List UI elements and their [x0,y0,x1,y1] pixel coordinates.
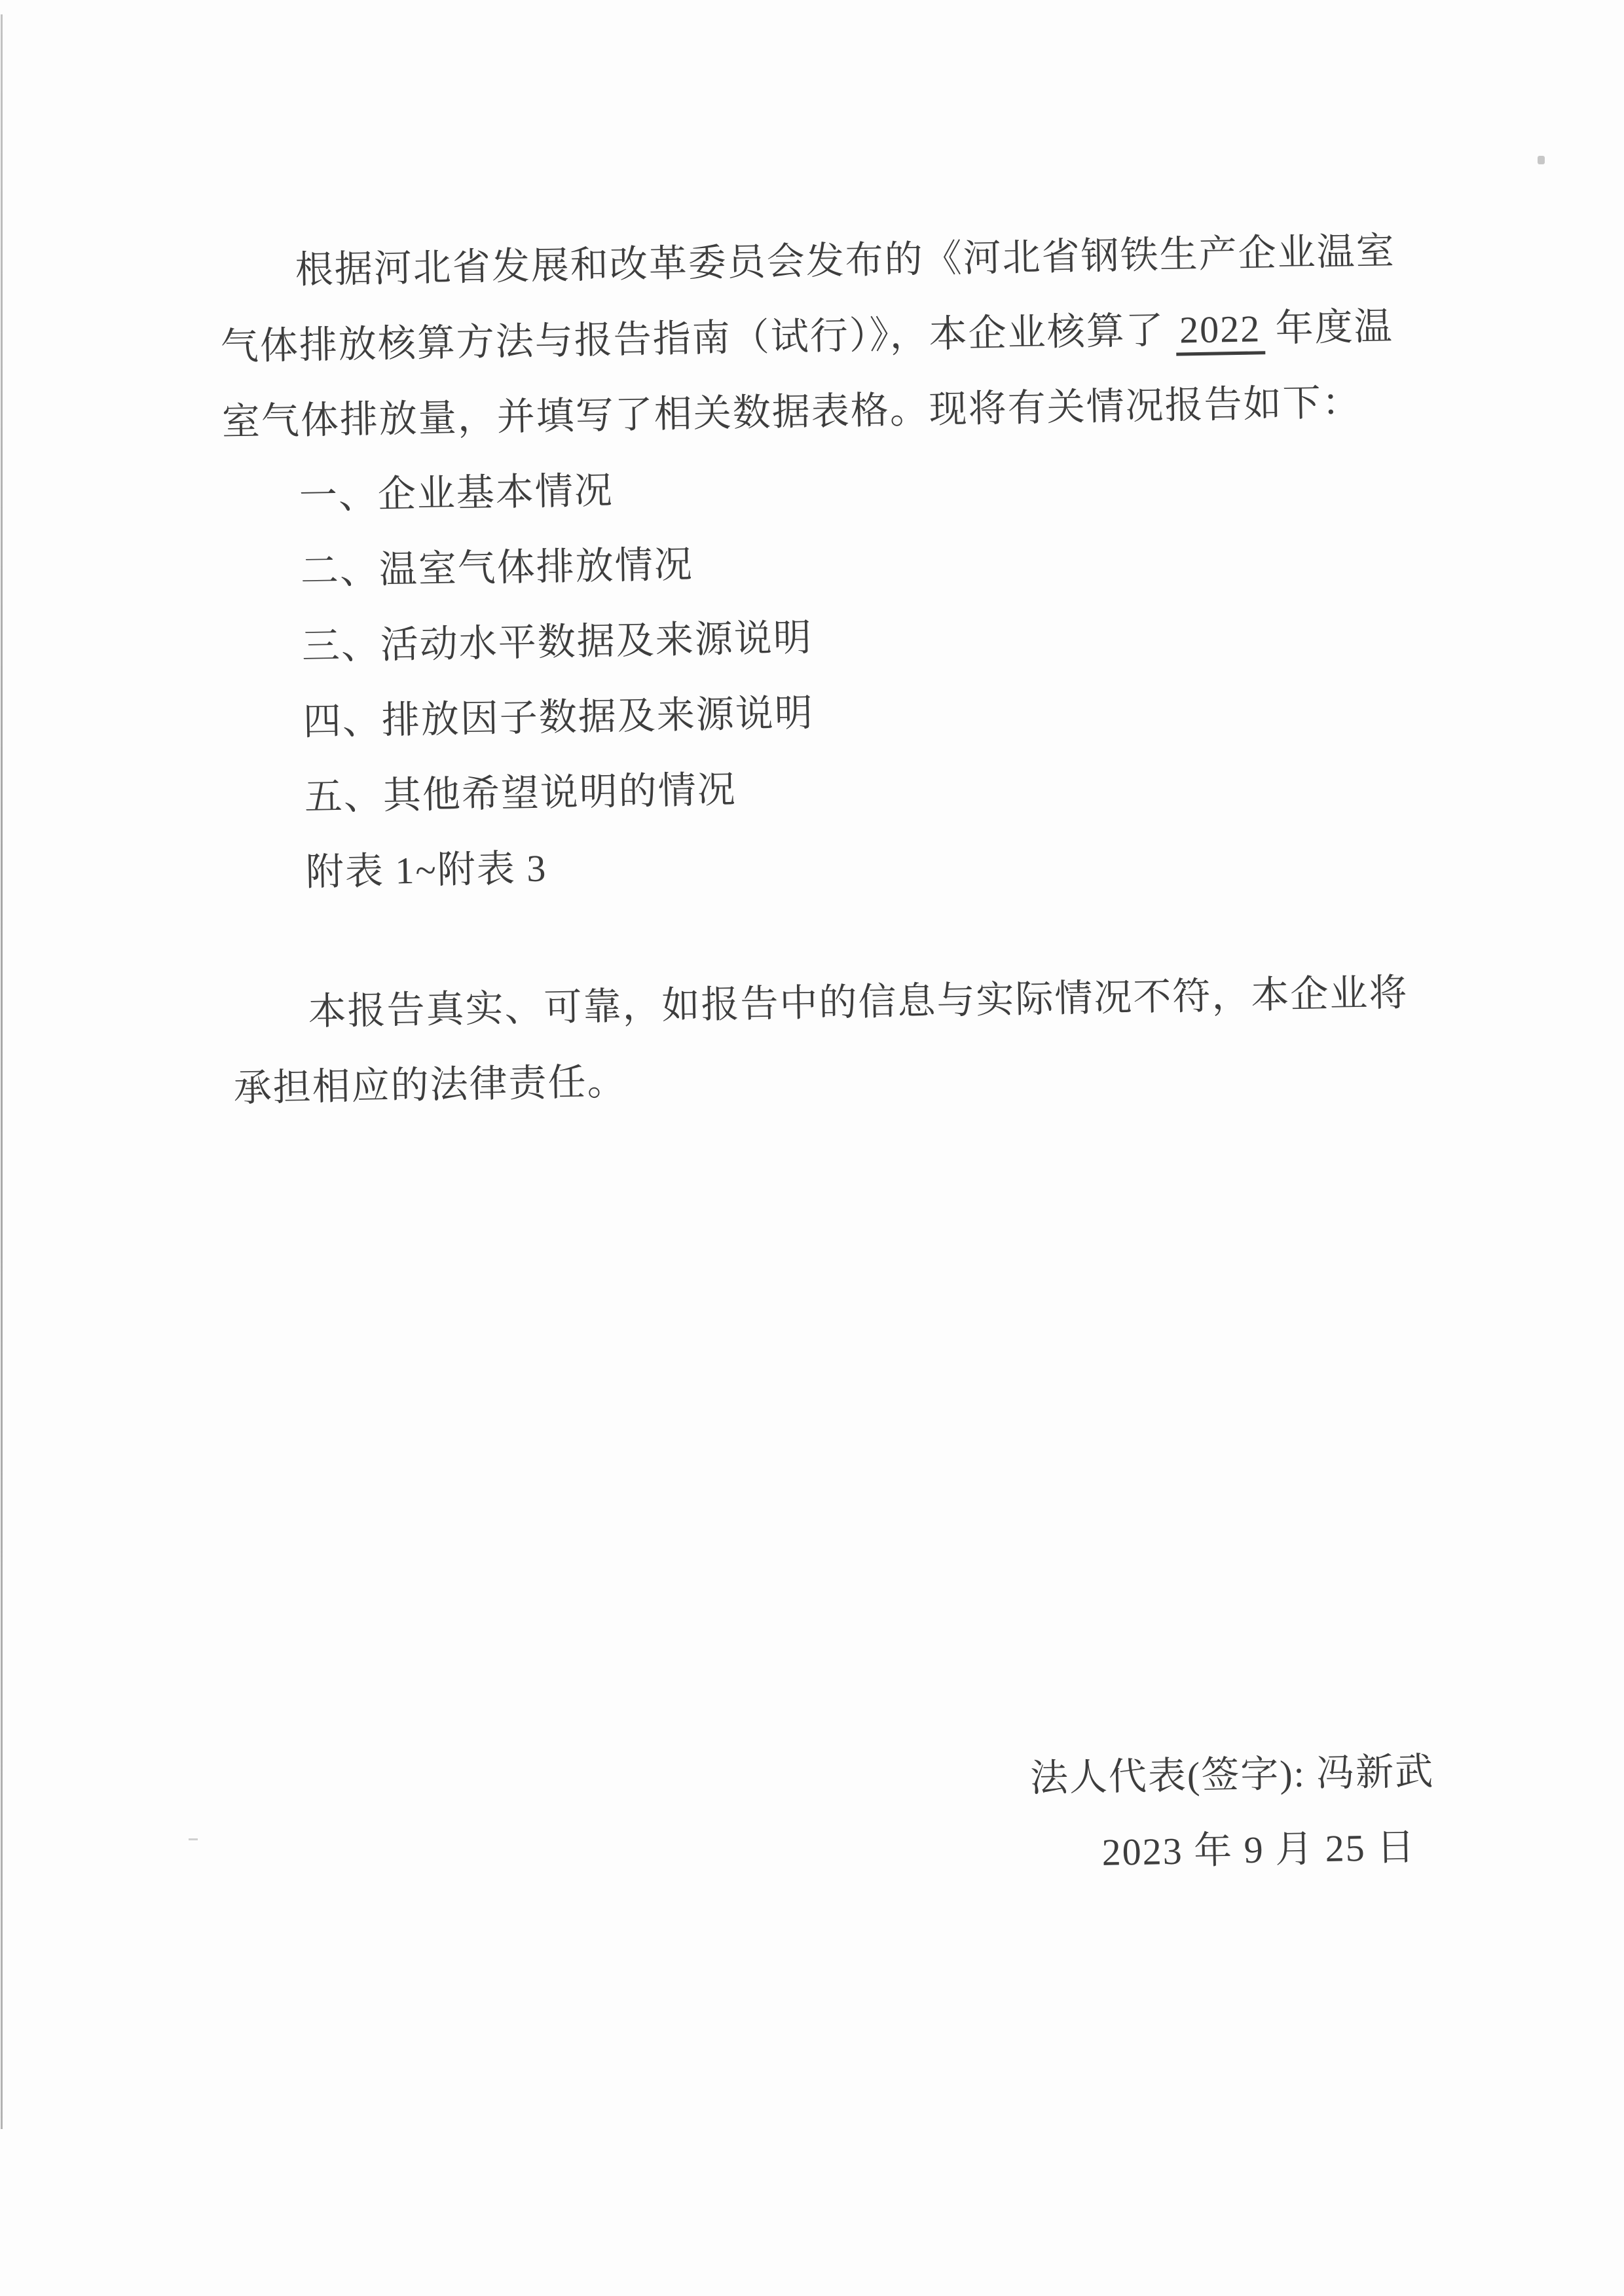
intro-paragraph-line1: 根据河北省发展和改革委员会发布的《河北省钢铁生产企业温室 [295,229,1396,292]
scan-artifact-left-edge-line [1,14,3,2129]
reporting-year-underlined: 2022 [1175,308,1265,355]
appendix-note: 附表 1~附表 3 [305,847,547,894]
legal-representative-signature: 法人代表(签字): 冯新武 [1029,1750,1435,1800]
scan-artifact-dash [189,1838,198,1840]
signature-block [245,1734,1436,1905]
toc-item-other-notes: 五、其他希望说明的情况 [304,768,737,818]
signature-date: 2023 年 9 月 25 日 [1101,1825,1416,1874]
intro-paragraph-line3: 室气体排放量，并填写了相关数据表格。现将有关情况报告如下： [221,380,1362,444]
toc-item-basic-info: 一、企业基本情况 [299,469,614,518]
toc-item-activity-data: 三、活动水平数据及来源说明 [301,616,813,668]
declaration-line1: 本报告真实、可靠，如报告中的信息与实际情况不符，本企业将 [308,971,1409,1033]
report-body [219,213,1436,1904]
intro-line2-text: 气体排放核算方法与报告指南（试行）》，本企业核算了 [220,308,1176,369]
intro-line2-tail: 年度温 [1264,304,1394,350]
toc-item-ghg-emissions: 二、温室气体排放情况 [300,543,694,592]
declaration-line2: 承担相应的法律责任。 [233,1060,627,1110]
scan-artifact-speck [1538,156,1545,164]
toc-item-emission-factors: 四、排放因子数据及来源说明 [303,691,815,743]
